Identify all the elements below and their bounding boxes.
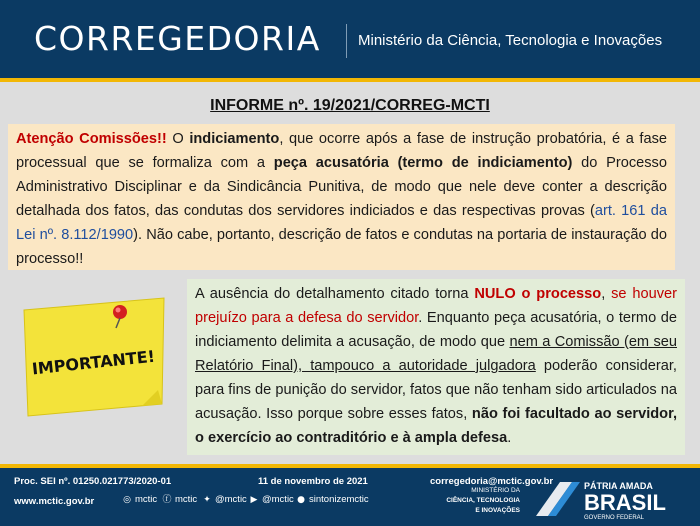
title-text: INFORME nº. 19/2021/CORREG-MCTI xyxy=(210,97,490,114)
attention-heading: Atenção Comissões!! xyxy=(16,131,167,147)
important-text-4: poderão considerar, para fins de punição do servidor, fatos que não tenham sido articulados na acusação. Isso porque sobre esses fatos, xyxy=(195,358,677,422)
svg-text:CIÊNCIA, TECNOLOGIA: CIÊNCIA, TECNOLOGIA xyxy=(446,497,520,504)
important-text-5: . xyxy=(507,430,512,446)
social-youtube[interactable] xyxy=(249,494,294,505)
header-subtitle: Ministério da Ciência, Tecnologia e Inovações xyxy=(358,32,663,49)
social-label: mctic xyxy=(135,494,158,505)
prejudice-text: se houver prejuízo para a defesa do servidor xyxy=(195,286,677,326)
ministry-logo xyxy=(446,482,524,518)
footer-email[interactable]: corregedoria@mctic.gov.br xyxy=(430,476,554,487)
attention-text-3: , que ocorre após a fase de instrução probatória, é a fase processual que se formaliza com a xyxy=(16,131,667,171)
process-number: Proc. SEI nº. 01250.021773/2020-01 xyxy=(14,476,172,487)
svg-text:MINISTÉRIO DA: MINISTÉRIO DA xyxy=(471,487,520,494)
footer-date: 11 de novembro de 2021 xyxy=(258,476,368,487)
facebook-icon: ⓕ xyxy=(162,494,172,505)
social-label: mctic xyxy=(175,494,198,505)
null-process-text: NULO o processo xyxy=(474,286,602,302)
svg-text:E INOVAÇÕES: E INOVAÇÕES xyxy=(475,507,520,514)
attention-text-5: do Processo Administrativo Disciplinar e da Sindicância Punitiva, de modo que nele deve conter a descrição detalhada dos fatos, das condutas dos servidores indiciados e das respectivas provas ( xyxy=(16,155,667,219)
social-label: @mctic xyxy=(215,494,247,505)
important-sticky-note xyxy=(18,298,168,418)
attention-text-2: indiciamento xyxy=(189,131,280,147)
attention-text-1: O xyxy=(166,131,190,147)
logo-text: CORREGEDORIA xyxy=(34,18,321,58)
sticky-note-illustration xyxy=(18,298,168,418)
youtube-icon: ▶ xyxy=(250,494,258,505)
svg-text:BRASIL: BRASIL xyxy=(584,490,666,515)
social-podcast[interactable] xyxy=(296,494,369,505)
footer-website[interactable]: www.mctic.gov.br xyxy=(14,496,95,507)
attention-text-4: peça acusatória (termo de indiciamento) xyxy=(273,155,573,171)
footer-accent-rule xyxy=(0,464,700,468)
important-text-2: , xyxy=(601,286,612,302)
important-text-1: A ausência do detalhamento citado torna xyxy=(195,286,475,302)
twitter-icon: ✦ xyxy=(203,494,211,505)
important-box xyxy=(187,279,685,455)
social-twitter[interactable] xyxy=(202,494,247,505)
informe-title xyxy=(0,95,700,115)
instagram-icon: ◎ xyxy=(123,494,131,505)
sticky-note-text: IMPORTANTE! xyxy=(31,346,156,379)
podcast-icon: ● xyxy=(297,494,305,505)
important-text-3: . Enquanto peça acusatória, o termo de indiciamento delimita a acusação, de modo que xyxy=(195,310,677,350)
social-label: @mctic xyxy=(262,494,294,505)
attention-box xyxy=(8,124,675,270)
social-label: sintonizemctic xyxy=(309,494,369,505)
pin-icon xyxy=(113,305,127,319)
law-reference: art. 161 da Lei nº. 8.112/1990 xyxy=(16,203,667,243)
attention-text-6: ). Não cabe, portanto, descrição de fatos e condutas na portaria de instauração do processo!! xyxy=(16,227,667,267)
header-divider xyxy=(346,24,347,58)
corregedoria-logo xyxy=(34,18,321,58)
svg-text:GOVERNO FEDERAL: GOVERNO FEDERAL xyxy=(584,515,645,521)
defense-text: não foi facultado ao servidor, o exercício ao contraditório e à ampla defesa xyxy=(195,406,678,446)
social-facebook[interactable] xyxy=(162,494,197,505)
commission-text: nem a Comissão (em seu Relatório Final), tampouco a autoridade julgadora xyxy=(195,334,677,374)
svg-text:PÁTRIA AMADA: PÁTRIA AMADA xyxy=(584,481,653,491)
brasil-government-logo xyxy=(534,476,684,522)
social-instagram[interactable] xyxy=(122,494,157,505)
